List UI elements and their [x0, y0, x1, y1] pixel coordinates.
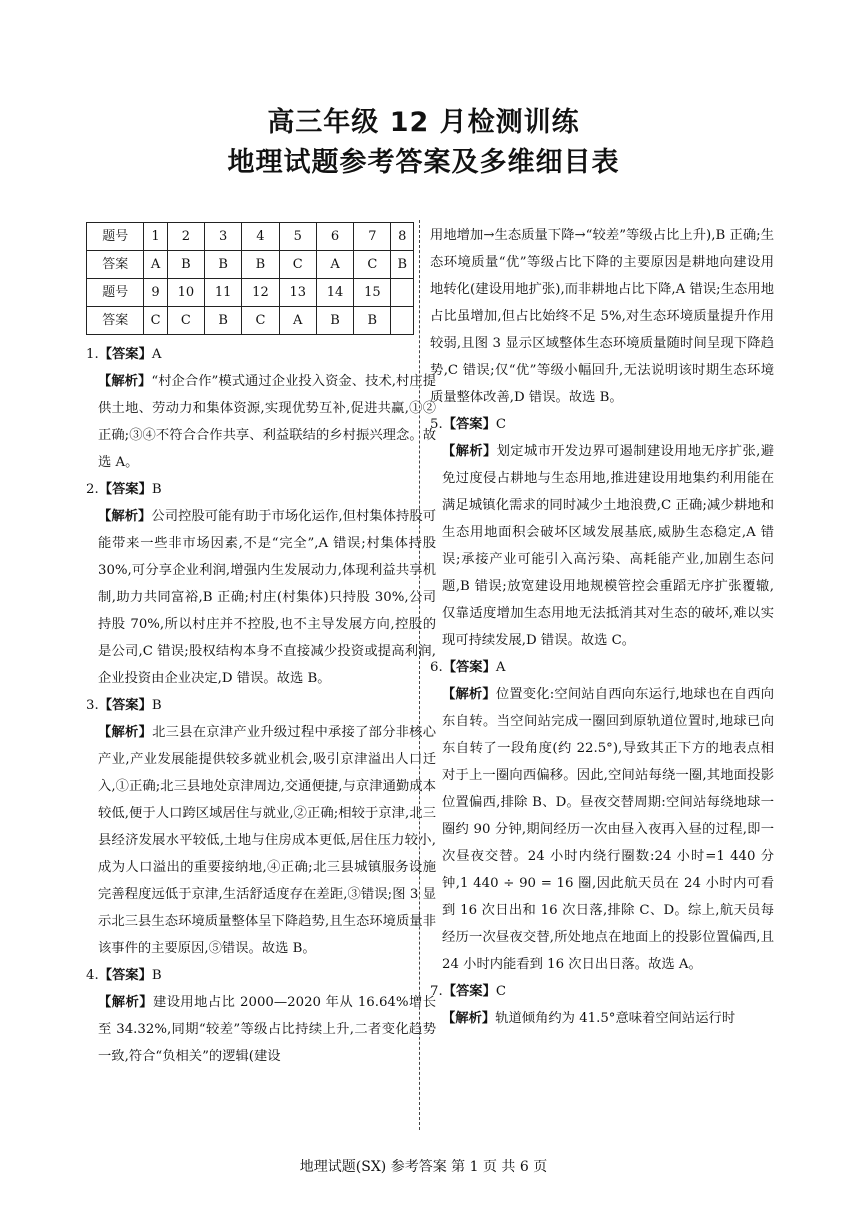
answer-table-cell: 9 — [144, 279, 167, 307]
question-number: 2. — [86, 482, 99, 497]
answer-table-cell: B — [316, 307, 353, 335]
answer-table-cell: 14 — [316, 279, 353, 307]
answer-table-row — [87, 307, 414, 335]
question-item — [430, 411, 774, 654]
column-divider — [419, 220, 420, 1130]
answer-table-cell: A — [316, 251, 353, 279]
answer-table-cell: A — [144, 251, 167, 279]
answer-value: C — [495, 984, 507, 999]
left-column — [86, 222, 436, 1070]
question-number: 3. — [86, 698, 99, 713]
analysis-label: 【解析】 — [98, 995, 153, 1010]
analysis-paragraph — [86, 989, 436, 1070]
question-item — [86, 476, 436, 692]
answer-label: 【答案】 — [442, 660, 496, 675]
answer-table-cell: C — [242, 307, 279, 335]
analysis-paragraph — [430, 1005, 774, 1032]
question-item — [86, 692, 436, 962]
answer-table-row — [87, 251, 414, 279]
answer-label: 【答案】 — [442, 984, 496, 999]
analysis-paragraph — [430, 681, 774, 978]
analysis-continuation: 用地增加→生态质量下降→“较差”等级占比上升),B 正确;生态环境质量“优”等级占比下降的主要原因是耕地向建设用地转化(建设用地扩张),而非耕地占比下降,A 错误;生态用地占比虽增加,但占比始终不足 5%,对生态环境质量提升作用较弱,且图 3 显示区域整体生态环境质量随时间呈现下降趋势,C 错误;仅“优”等级小幅回升,无法说明该时期生态环境质量整体改善,D 错误。故选 B。 — [430, 228, 774, 405]
answer-table-cell: 1 — [144, 223, 167, 251]
analysis-paragraph — [86, 719, 436, 962]
analysis-label: 【解析】 — [98, 374, 152, 389]
answer-table-cell: B — [167, 251, 204, 279]
question-item — [430, 654, 774, 978]
analysis-text: 划定城市开发边界可遏制建设用地无序扩张,避免过度侵占耕地与生态用地,推进建设用地集约利用能在满足城镇化需求的同时减少土地浪费,C 正确;减少耕地和生态用地面积会破坏区域发展基底,威胁生态稳定,A 错误;承接产业可能引入高污染、高耗能产业,加剧生态问题,B 错误;放宽建设用地规模管控会重蹈无序扩张覆辙,仅靠适度增加生态用地无法抵消其对生态的破坏,难以实现可持续发展,D 错误。故选 C。 — [442, 444, 775, 648]
answer-value: A — [495, 660, 506, 675]
answer-table-cell: 答案 — [87, 251, 144, 279]
answer-table-cell — [391, 307, 414, 335]
answer-line — [430, 411, 774, 438]
answer-table-cell: C — [167, 307, 204, 335]
answer-label: 【答案】 — [98, 347, 152, 362]
answer-label: 【答案】 — [98, 968, 152, 983]
answer-label: 【答案】 — [98, 482, 152, 497]
answer-value: B — [151, 698, 162, 713]
analysis-paragraph — [86, 368, 436, 476]
question-number: 4. — [86, 968, 99, 983]
answer-table-cell: 6 — [316, 223, 353, 251]
answer-table-cell: 题号 — [87, 223, 144, 251]
answer-table-row — [87, 223, 414, 251]
analysis-text: 北三县在京津产业升级过程中承接了部分非核心产业,产业发展能提供较多就业机会,吸引京津溢出人口迁入,①正确;北三县地处京津周边,交通便捷,与京津通勤成本较低,便于人口跨区域居住与就业,②正确;相较于京津,北三县经济发展水平较低,土地与住房成本更低,居住压力较小,成为人口溢出的重要接纳地,④正确;北三县城镇服务设施完善程度远低于京津,生活舒适度存在差距,③错误;图 3 显示北三县生态环境质量整体呈下降趋势,且生态环境质量非该事件的主要原因,⑤错误。故选 B。 — [98, 725, 437, 956]
answer-table-cell: B — [354, 307, 391, 335]
answer-value: C — [495, 417, 507, 432]
title-line-2: 地理试题参考答案及多维细目表 — [227, 147, 620, 178]
analysis-text: “村企合作”模式通过企业投入资金、技术,村庄提供土地、劳动力和集体资源,实现优势互补,促进共赢,①②正确;③④不符合合作共享、利益联结的乡村振兴理念。故选 A。 — [98, 374, 437, 470]
answer-line — [86, 341, 436, 368]
answer-table-cell: 3 — [205, 223, 242, 251]
answer-line — [86, 962, 436, 989]
answer-line — [86, 692, 436, 719]
answer-line — [86, 476, 436, 503]
question-item — [86, 341, 436, 476]
analysis-label: 【解析】 — [442, 444, 497, 459]
question-item — [430, 222, 774, 411]
answer-label: 【答案】 — [98, 698, 152, 713]
answer-value: B — [151, 968, 162, 983]
analysis-text: 建设用地占比 2000—2020 年从 16.64%增长至 34.32%,同期“较差”等级占比持续上升,二者变化趋势一致,符合“负相关”的逻辑(建设 — [98, 995, 437, 1064]
answer-table-cell: 15 — [354, 279, 391, 307]
answer-table-cell: A — [279, 307, 316, 335]
answer-table-cell: 题号 — [87, 279, 144, 307]
analysis-text: 轨道倾角约为 41.5°意味着空间站运行时 — [495, 1011, 736, 1026]
analysis-text: 公司控股可能有助于市场化运作,但村集体持股可能带来一些非市场因素,不是“完全”,A 错误;村集体持股 30%,可分享企业利润,增强内生发展动力,体现利益共享机制,助力共同富裕,B 正确;村庄(村集体)只持股 30%,公司持股 70%,所以村庄并不控股,也不主导发展方向,控股的是公司,C 错误;股权结构本身不直接减少投资或提高利润,企业投资由企业决定,D 错误。故选 B。 — [98, 509, 436, 686]
question-item — [86, 962, 436, 1070]
answer-table-cell: B — [391, 251, 414, 279]
analysis-label: 【解析】 — [442, 1011, 496, 1026]
answer-table-row — [87, 279, 414, 307]
answer-value: A — [151, 347, 162, 362]
answer-table-cell: 13 — [279, 279, 316, 307]
question-number: 5. — [430, 417, 443, 432]
answer-table-cell: C — [354, 251, 391, 279]
answer-table-cell: B — [205, 251, 242, 279]
answer-table-cell: C — [144, 307, 167, 335]
answer-table-cell: 5 — [279, 223, 316, 251]
title-line-1: 高三年级 12 月检测训练 — [267, 107, 580, 138]
answer-table — [86, 222, 414, 335]
answer-table-cell: 12 — [242, 279, 279, 307]
answer-table-cell: 4 — [242, 223, 279, 251]
analysis-paragraph — [86, 503, 436, 692]
answer-label: 【答案】 — [442, 417, 496, 432]
page-footer: 地理试题(SX) 参考答案 第 1 页 共 6 页 — [299, 1159, 548, 1175]
answer-value: B — [151, 482, 162, 497]
answer-table-cell: B — [242, 251, 279, 279]
answer-table-cell: B — [205, 307, 242, 335]
analysis-paragraph — [430, 438, 774, 654]
answer-table-cell: C — [279, 251, 316, 279]
answer-table-cell: 2 — [167, 223, 204, 251]
analysis-text: 位置变化:空间站自西向东运行,地球也在自西向东自转。当空间站完成一圈回到原轨道位置时,地球已向东自转了一段角度(约 22.5°),导致其正下方的地表点相对于上一圈向西偏移。因此,空间站每绕一圈,其地面投影位置偏西,排除 B、D。昼夜交替周期:空间站每绕地球一圈约 90 分钟,期间经历一次由昼入夜再入昼的过程,即一次昼夜交替。24 小时内绕行圈数:24 小时=1 440 分钟,1 440 ÷ 90 = 16 圈,因此航天员在 24 小时内可看到 16 次日出和 16 次日落,排除 C、D。综上,航天员每经历一次昼夜交替,所处地点在地面上的投影位置偏西,且 24 小时内能看到 16 次日出日落。故选 A。 — [442, 687, 774, 972]
answer-table-cell: 7 — [354, 223, 391, 251]
question-item — [430, 978, 774, 1032]
answer-table-cell: 8 — [391, 223, 414, 251]
answer-table-cell: 答案 — [87, 307, 144, 335]
question-number: 6. — [430, 660, 443, 675]
answer-table-cell: 11 — [205, 279, 242, 307]
answer-line — [430, 654, 774, 681]
analysis-label: 【解析】 — [442, 687, 496, 702]
answer-table-cell: 10 — [167, 279, 204, 307]
analysis-label: 【解析】 — [98, 509, 152, 524]
answer-line — [430, 978, 774, 1005]
question-number: 7. — [430, 984, 443, 999]
answer-table-cell — [391, 279, 414, 307]
question-number: 1. — [86, 347, 99, 362]
right-column — [430, 222, 774, 1032]
analysis-label: 【解析】 — [98, 725, 153, 740]
